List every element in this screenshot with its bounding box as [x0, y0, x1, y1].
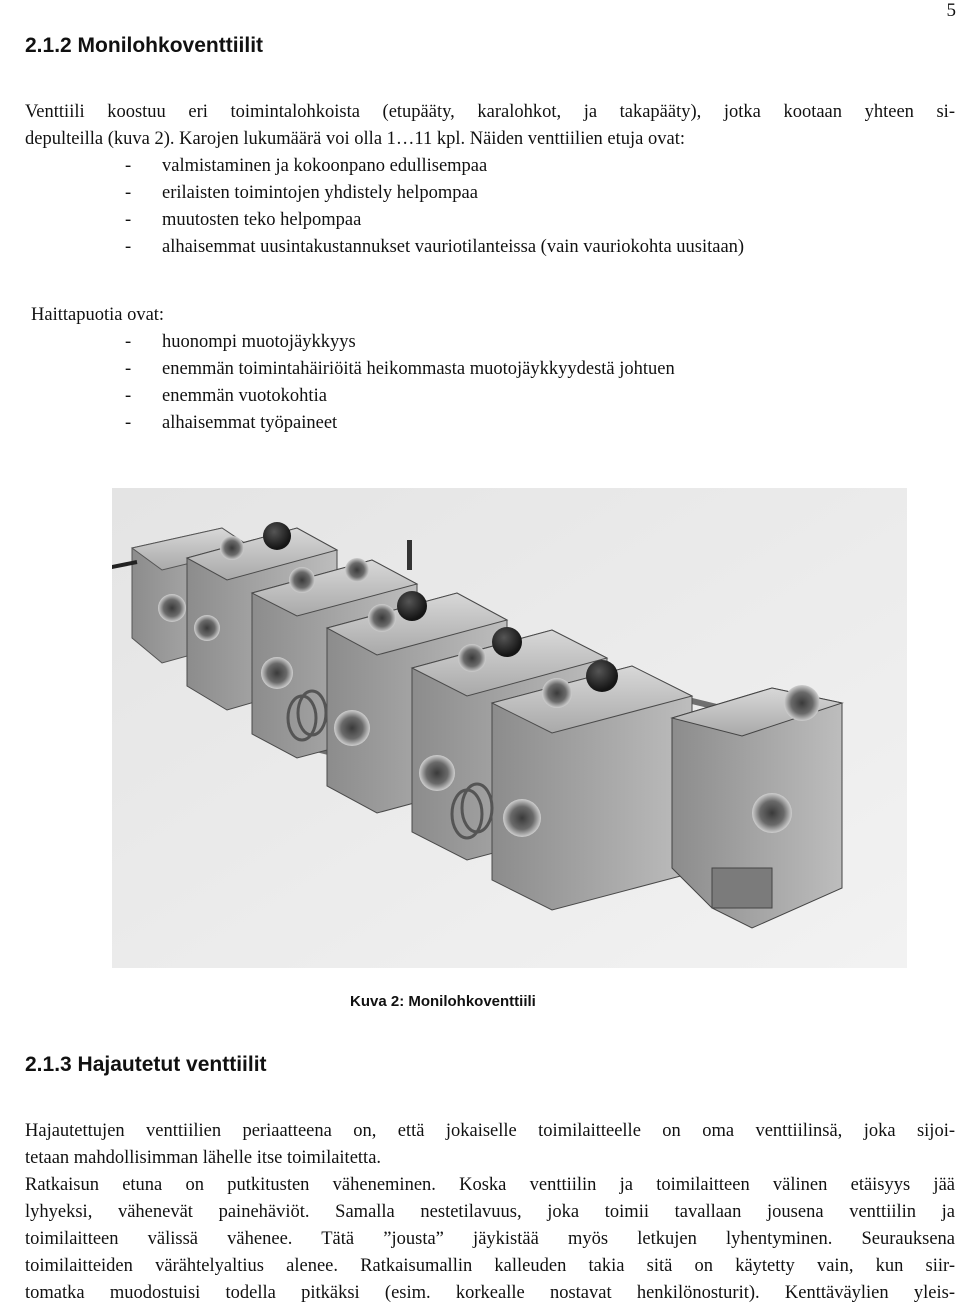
disadvantage-item: - enemmän vuotokohtia — [125, 383, 675, 410]
paragraph-hajautetut-benefits — [25, 1172, 955, 1307]
intro-line-2: depulteilla (kuva 2). Karojen lukumäärä voi olla 1…11 kpl. Näiden venttiilien etuja ovat: — [25, 129, 685, 149]
disadvantage-item: - alhaisemmat työpaineet — [125, 410, 675, 437]
p2-line-1: Ratkaisun etuna on putkitusten väheneminen. Koska venttiilin ja toimilaitteen välinen etäisyys jää — [25, 1175, 955, 1195]
p1-line-2: tetaan mahdollisimman lähelle itse toimilaitetta. — [25, 1148, 382, 1168]
rear-end-block — [672, 685, 842, 928]
p1-line-1: Hajautettujen venttiilien periaatteena on, että jokaiselle toimilaitteelle on oma venttiilinsä, joka sijoi- — [25, 1121, 955, 1141]
advantage-item: - valmistaminen ja kokoonpano edullisempaa — [125, 153, 744, 180]
paragraph-hajautetut-principle — [25, 1118, 955, 1172]
disadvantage-item: - huonompi muotojäykkyys — [125, 329, 675, 356]
p2-line-2: lyhyeksi, vähenevät painehäviöt. Samalla nestetilavuus, joka toimii tavallaan jousena venttiilin ja — [25, 1202, 955, 1222]
disadvantages-intro: Haittapuotia ovat: — [31, 305, 165, 325]
figure-caption: Kuva 2: Monilohkoventtiili — [350, 993, 536, 1010]
advantage-item: - alhaisemmat uusintakustannukset vauriotilanteissa (vain vauriokohta uusitaan) — [125, 234, 744, 261]
advantage-item: - erilaisten toimintojen yhdistely helpompaa — [125, 180, 744, 207]
disadvantages-list — [125, 329, 675, 437]
section-heading-monilohkoventtiilit: 2.1.2 Monilohkoventtiilit — [25, 34, 264, 57]
valve-assembly-image — [112, 488, 907, 968]
p2-line-3: toimilaitteen välissä vähenee. Tätä ”jousta” jäykistää myös letkujen lyhentyminen. Seurauksena — [25, 1229, 955, 1249]
section-heading-hajautetut-venttiilit: 2.1.3 Hajautetut venttiilit — [25, 1053, 267, 1076]
disadvantage-item: - enemmän toimintahäiriöitä heikommasta muotojäykkyydestä johtuen — [125, 356, 675, 383]
intro-paragraph — [25, 99, 955, 153]
page-number: 5 — [946, 0, 956, 21]
intro-line-1: Venttiili koostuu eri toimintalohkoista (etupääty, karalohkot, ja takapääty), jotka kootaan yhteen si- — [25, 102, 955, 122]
advantages-list — [125, 153, 744, 261]
p2-line-4: toimilaitteiden värähtelyaltius alenee. Ratkaisumallin kalleuden takia sitä on käytetty vain, kun siir- — [25, 1256, 955, 1276]
p2-line-5: tomatka muodostuisi todella pitkäksi (esim. korkealle nostavat henkilönosturit). Kenttäväylien yleis- — [25, 1283, 955, 1303]
advantage-item: - muutosten teko helpompaa — [125, 207, 744, 234]
